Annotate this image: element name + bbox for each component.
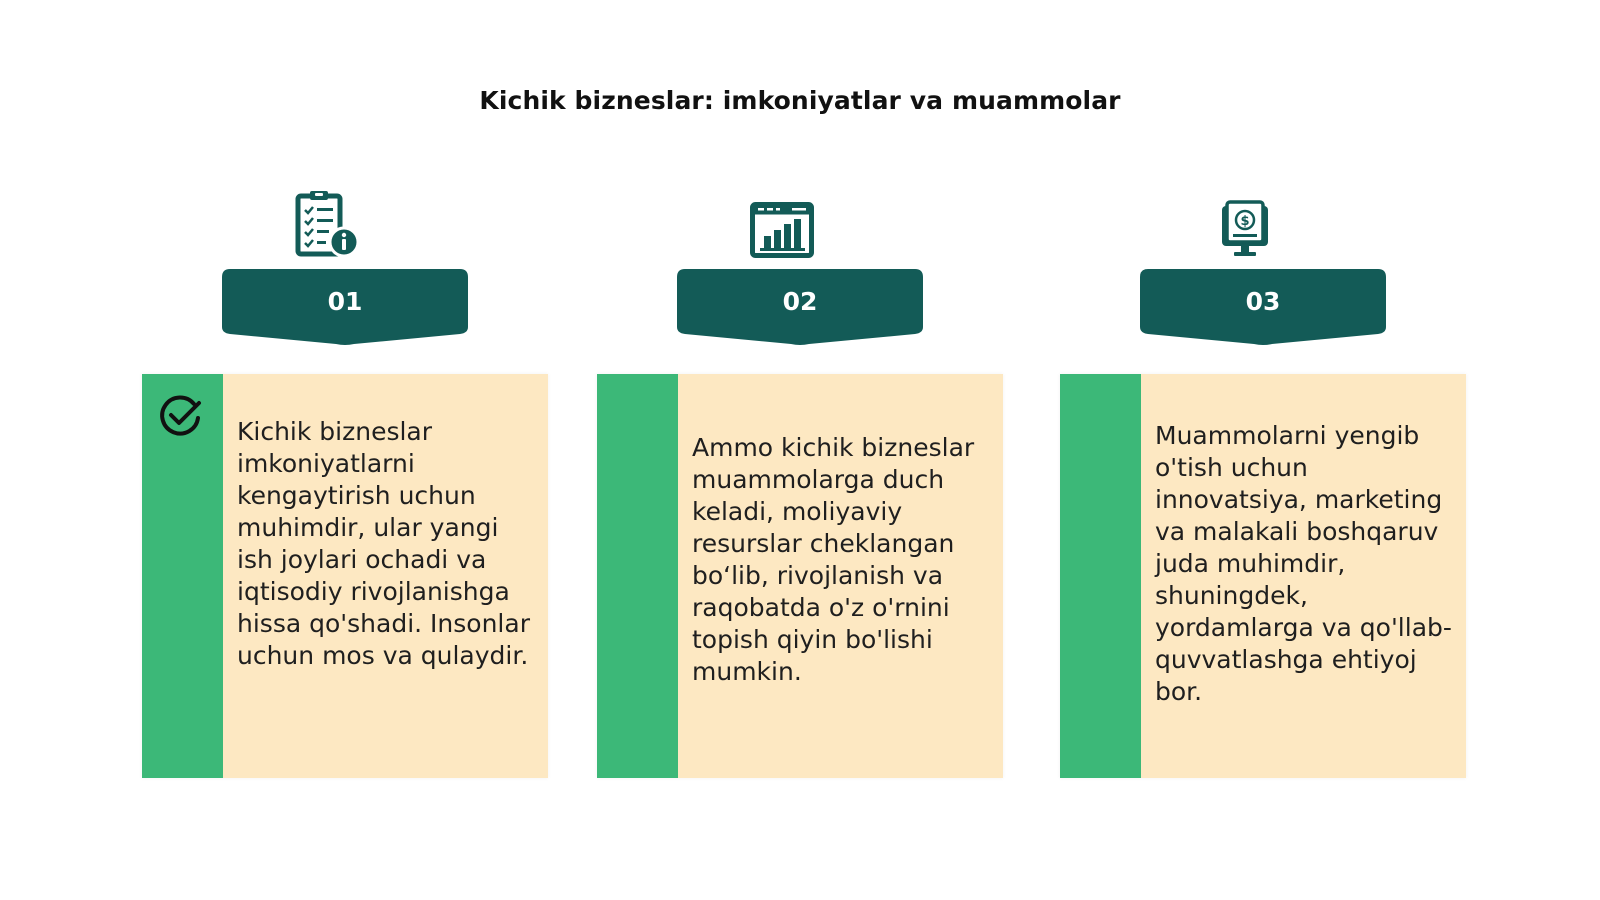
card-body bbox=[223, 374, 548, 778]
step-card bbox=[597, 374, 1003, 778]
clipboard-checklist-info-icon bbox=[287, 186, 367, 258]
card-text: Ammo kichik bizneslar muammolarga duch keladi, moliyaviy resurslar cheklangan bo‘lib, rivojlanish va raqobatda o'z o'rnini topish qiyin bo'lishi mumkin. bbox=[692, 433, 975, 686]
money-monitor-icon bbox=[1205, 186, 1285, 258]
step-card bbox=[1060, 374, 1466, 778]
card-text: Muammolarni yengib o'tish uchun innovatsiya, marketing va malakali boshqaruv juda muhimdir, shuningdek, yordamlarga va qo'llab-quvvatlashga ehtiyoj bor. bbox=[1155, 421, 1452, 706]
card-text: Kichik bizneslar imkoniyatlarni kengaytirish uchun muhimdir, ular yangi ish joylari ochadi va iqtisodiy rivojlanishga hissa qo'shadi. Insonlar uchun mos va qulaydir. bbox=[237, 417, 530, 670]
card-accent-bar bbox=[597, 374, 678, 778]
step-number-tag bbox=[1140, 269, 1386, 347]
bar-chart-window-icon bbox=[742, 186, 822, 258]
page-title: Kichik bizneslar: imkoniyatlar va muammolar bbox=[479, 86, 1121, 115]
step-number: 03 bbox=[1245, 287, 1281, 316]
step-column-3 bbox=[1060, 0, 1470, 900]
step-column-1 bbox=[142, 0, 552, 900]
step-number: 02 bbox=[782, 287, 818, 316]
svg-text:$: $ bbox=[1240, 214, 1250, 229]
step-number-tag bbox=[222, 269, 468, 347]
step-number: 01 bbox=[327, 287, 363, 316]
card-accent-bar bbox=[142, 374, 223, 778]
step-column-2 bbox=[597, 0, 1007, 900]
check-circle-icon bbox=[158, 394, 204, 438]
card-body bbox=[678, 374, 1003, 778]
step-card bbox=[142, 374, 548, 778]
card-body bbox=[1141, 374, 1466, 778]
step-number-tag bbox=[677, 269, 923, 347]
card-accent-bar bbox=[1060, 374, 1141, 778]
